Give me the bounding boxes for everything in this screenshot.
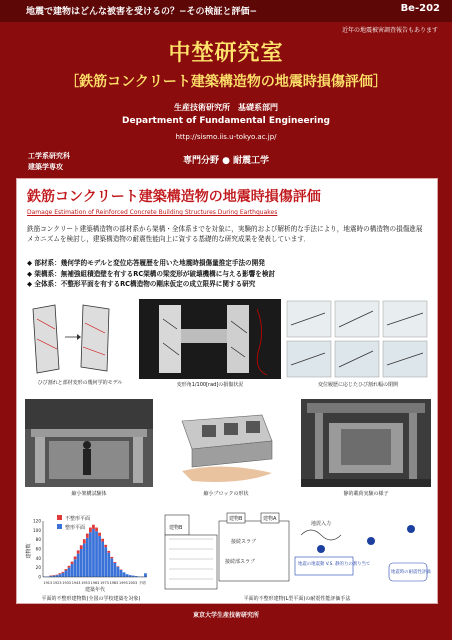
bar-regular	[101, 542, 104, 577]
lab-url[interactable]: http://sismo.iis.u-tokyo.ac.jp/	[175, 133, 277, 141]
bar-irregular	[89, 528, 92, 533]
x-ticks	[43, 580, 146, 585]
x-tick-label: 1923	[52, 581, 62, 585]
topic-global: ◆ 全体系：不整形平面を有するRC構造物の剛床仮定の成立限界に関する研究	[27, 280, 256, 288]
poster-subtitle: 地震で建物はどんな被害を受けるの？−その検証と評価−	[26, 7, 258, 17]
loading-test-photo	[301, 399, 431, 487]
x-tick-label: 不明	[138, 581, 146, 585]
x-tick-label: 1963	[90, 581, 100, 585]
survey-notice: 近年の地震被害調査報告もあります	[341, 27, 438, 34]
bar-irregular	[110, 557, 113, 558]
bar-regular	[114, 563, 117, 577]
label-slab: 接続スラブ	[231, 539, 257, 545]
label-bldg-b: 建物B	[229, 516, 243, 522]
bar-irregular	[95, 528, 98, 532]
chart-legend	[57, 515, 90, 531]
content-card	[16, 178, 438, 604]
bar-irregular	[74, 556, 77, 559]
caption-frame-specimen: 縮小架構試験体	[71, 491, 107, 497]
bar-regular	[77, 554, 80, 577]
legend-regular: 整形平面	[65, 525, 86, 531]
bar-regular	[71, 564, 74, 577]
caption-chart: 平面的不整形建物数(全国の学校建築を対象)	[41, 596, 141, 602]
x-tick-label: 1953	[81, 581, 90, 585]
bar-regular	[98, 536, 101, 577]
chart-bars	[43, 525, 147, 577]
x-tick-label: 1973	[100, 581, 109, 585]
caption-geometric-model: ひび割れと部材変形の幾何学的モデル	[37, 380, 123, 386]
bar-regular	[92, 529, 95, 577]
bar-irregular	[80, 545, 83, 549]
x-tick-label: 1983	[109, 581, 119, 585]
bar-regular	[65, 570, 68, 577]
bar-regular	[117, 567, 120, 577]
topic-member: ◆ 部材系：幾何学的モデルと変位応答履歴を用いた地震時損傷量推定手法の開発	[27, 259, 265, 267]
bar-regular	[107, 553, 110, 577]
grad-school-name: 工学系研究科	[28, 152, 70, 160]
bar-irregular	[62, 572, 65, 573]
bar-irregular	[77, 550, 80, 553]
bar-regular	[104, 547, 107, 577]
x-tick-label: 1943	[71, 581, 81, 585]
legend-swatch-regular	[57, 524, 62, 529]
caption-block-shape: 縮小ブロックの形状	[203, 491, 249, 497]
top-bar	[0, 0, 452, 22]
label-coeff: 地震の地震動 V.S. 静的力の割り当て	[298, 562, 371, 567]
label-bldg-a: 建物A	[263, 516, 277, 522]
bar-irregular	[83, 539, 86, 543]
caption-l-shape: 平面的不整形建物(L型平面)の耐震性能評価手法	[243, 596, 351, 602]
bar-irregular	[68, 566, 71, 568]
staff-field: 専門分野 ● 耐震工学	[182, 156, 270, 166]
y-tick-label: 60	[35, 546, 41, 552]
crack-history-figure	[285, 299, 431, 379]
bar-regular	[68, 568, 71, 577]
y-tick-label: 0	[38, 574, 41, 580]
building-count-chart	[27, 511, 155, 593]
main-title: 鉄筋コンクリート建築構造物の地震時損傷評価	[27, 189, 321, 205]
bar-irregular	[65, 569, 68, 570]
bar-irregular	[71, 562, 74, 564]
y-ticks	[33, 519, 41, 580]
grad-course-name: 建築学専攻	[28, 163, 63, 171]
caption-loading-test: 静的載荷実験の様子	[343, 491, 389, 497]
bar-regular	[83, 543, 86, 577]
bar-regular	[62, 573, 65, 577]
bar-irregular	[114, 562, 117, 563]
y-tick-label: 120	[33, 518, 41, 524]
label-input: 地震入力	[311, 521, 332, 527]
lab-theme: ［鉄筋コンクリート建築構造物の地震時損傷評価］	[65, 74, 387, 90]
block-photo	[162, 401, 290, 487]
geometric-model-figure	[25, 299, 135, 377]
bar-regular	[123, 572, 126, 577]
department-name: Department of Fundamental Engineering	[122, 116, 330, 126]
l-shape-diagram	[161, 505, 431, 593]
bar-regular	[144, 573, 147, 577]
legend-swatch-irregular	[57, 515, 62, 520]
bar-irregular	[104, 545, 107, 547]
footer-org: 東京大学生産技術研究所	[192, 612, 259, 619]
y-tick-label: 40	[35, 555, 41, 561]
intro-text: 鉄筋コンクリート建築構造物の部材系から架構・全体系までを対象に，実験的および解析的な手法により，地震時の構造物の損傷進展メカニズムを検討し，建築構造物の耐震性能向上に資する基礎的な研究成果を発表しています．	[27, 225, 423, 243]
bar-regular	[80, 549, 83, 577]
label-bldg-b-plan: 建物B	[169, 525, 183, 531]
bar-regular	[95, 531, 98, 577]
y-axis-label: 建物数	[26, 543, 32, 559]
caption-damage-photo: 変形角1/100[rad]の損傷状況	[176, 382, 244, 388]
y-tick-label: 100	[33, 527, 41, 533]
frame-specimen-photo	[25, 399, 153, 487]
label-crit: 地震時の耐震性評価	[391, 570, 431, 575]
bar-regular	[86, 538, 89, 577]
institute-name: 生産技術研究所 基礎系部門	[174, 103, 278, 112]
x-tick-label: 1993	[119, 581, 128, 585]
x-axis-label: 建築年代	[84, 587, 106, 593]
y-tick-label: 80	[35, 537, 41, 543]
bar-irregular	[86, 534, 89, 538]
damage-photo-figure	[139, 299, 281, 379]
legend-irregular: 不整形平面	[65, 516, 91, 522]
topic-frame: ◆ 架構系：無補強組積造壁を有するRC架構の梁変形が破壊機構に与える影響を検討	[27, 269, 276, 278]
main-title-en: Damage Estimation of Reinforced Concrete Building Structures During Earthquakes	[27, 209, 278, 216]
bar-regular	[89, 532, 92, 577]
bar-regular	[120, 570, 123, 577]
x-tick-label: 2003	[128, 581, 138, 585]
poster-code: Be-202	[400, 3, 440, 14]
caption-crack-history: 変位履歴に応じたひび割れ幅の閉開	[317, 382, 398, 388]
x-tick-label: 1933	[62, 581, 71, 585]
connection-model	[219, 513, 289, 581]
x-tick-label: 1913	[43, 581, 53, 585]
bar-irregular	[101, 539, 104, 542]
lab-name: 中埜研究室	[168, 41, 284, 66]
bar-regular	[58, 574, 61, 577]
bar-regular	[74, 559, 77, 577]
y-tick-label: 20	[35, 565, 41, 571]
bar-irregular	[98, 533, 101, 536]
topic-list	[27, 258, 275, 290]
bar-regular	[126, 574, 129, 577]
label-conn: 接続部スラブ	[225, 559, 256, 565]
bar-irregular	[92, 525, 95, 529]
bar-regular	[110, 558, 113, 577]
bar-irregular	[58, 573, 61, 574]
bar-irregular	[107, 551, 110, 553]
